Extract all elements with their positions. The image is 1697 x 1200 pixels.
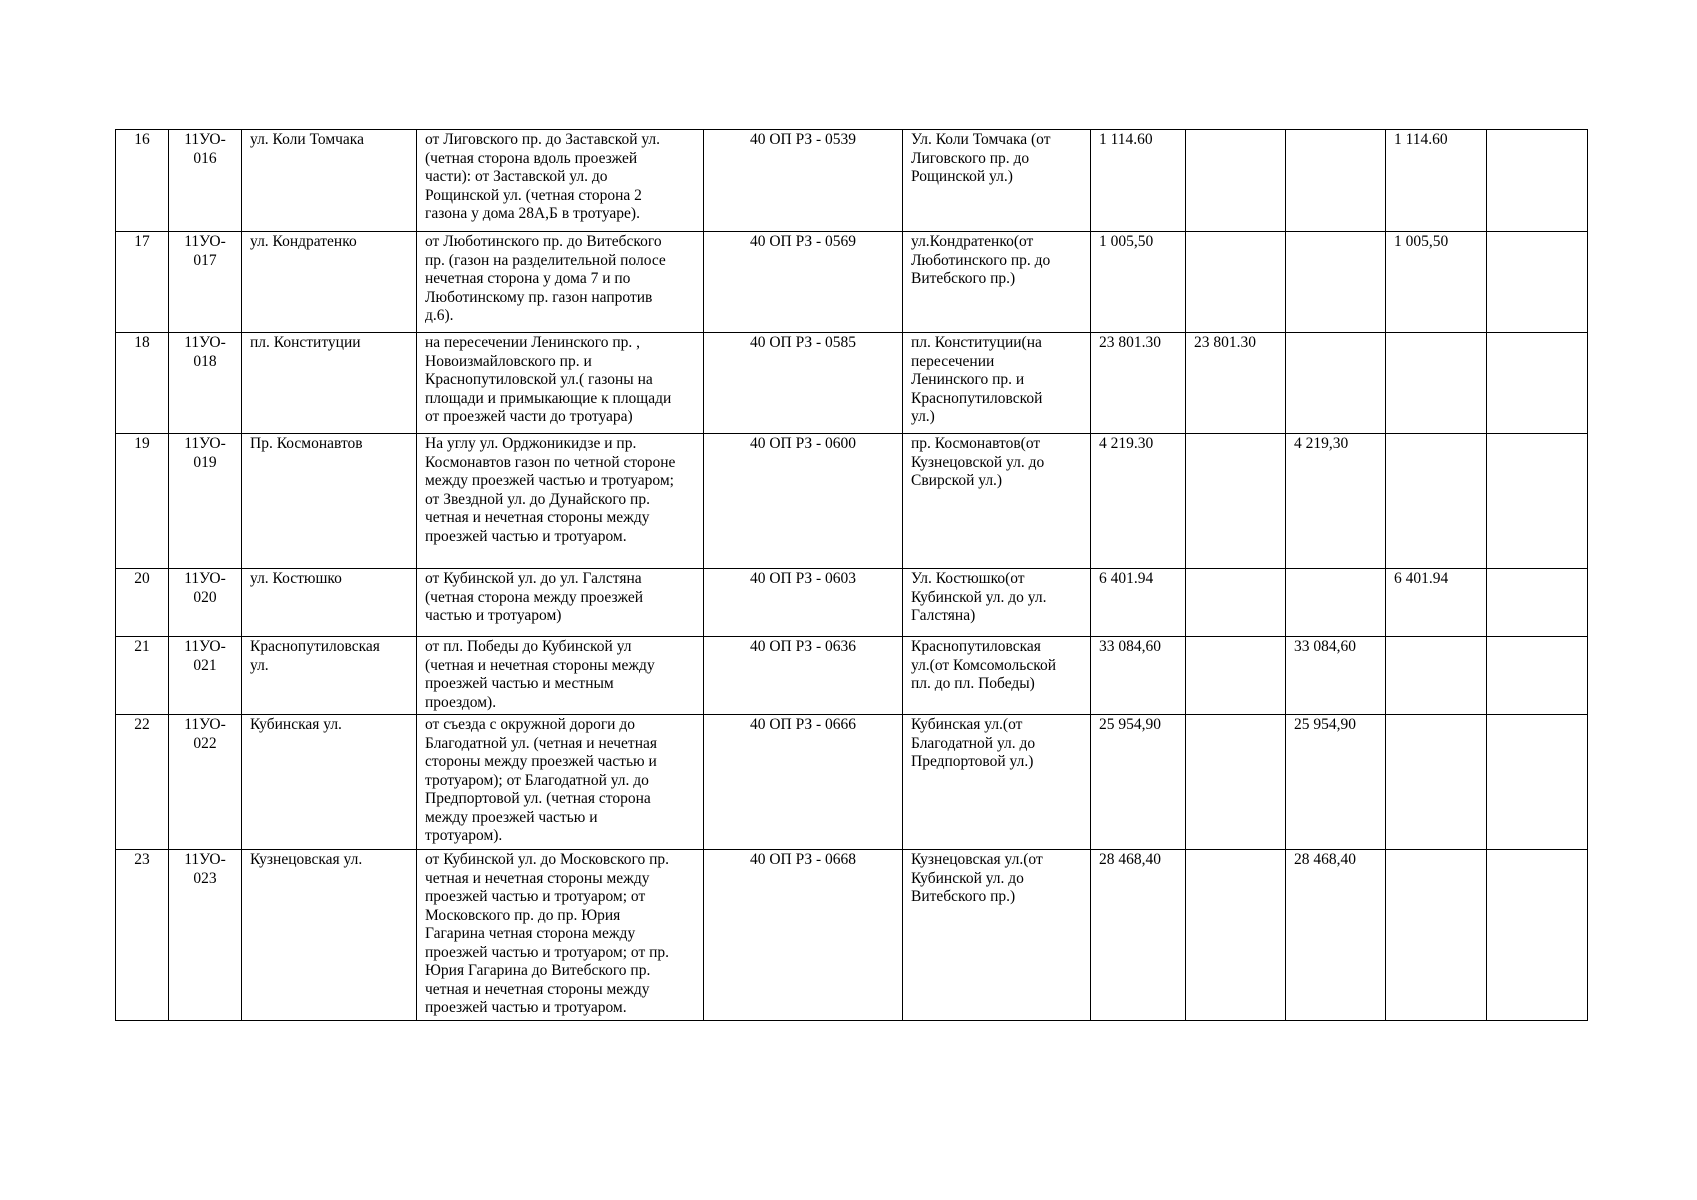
object-code: 11УО- 021 xyxy=(169,637,242,715)
road-registry-id: 40 ОП РЗ - 0668 xyxy=(704,850,903,1021)
road-registry-id: 40 ОП РЗ - 0666 xyxy=(704,715,903,850)
area-column-c xyxy=(1386,715,1487,850)
registry-body xyxy=(116,130,1588,1021)
total-area: 33 084,60 xyxy=(1091,637,1186,715)
road-registry-id: 40 ОП РЗ - 0603 xyxy=(704,569,903,637)
object-code: 11УО- 020 xyxy=(169,569,242,637)
registry-table xyxy=(115,129,1588,1021)
total-area: 6 401.94 xyxy=(1091,569,1186,637)
road-name: ул.Кондратенко(от Люботинского пр. до Витебского пр.) xyxy=(903,232,1091,333)
area-column-b xyxy=(1286,569,1386,637)
area-column-c: 6 401.94 xyxy=(1386,569,1487,637)
object-code: 11УО- 019 xyxy=(169,434,242,569)
area-column-d xyxy=(1487,333,1588,434)
area-column-c: 1 005,50 xyxy=(1386,232,1487,333)
location-description: от Кубинской ул. до Московского пр. четная и нечетная стороны между проезжей частью и тротуаром; от Московского пр. до пр. Юрия Гагарина четная сторона между проезжей частью и тротуаром; от пр. Юрия Гагарина до Витебского пр. четная и нечетная стороны между проезжей частью и тротуаром. xyxy=(417,850,704,1021)
street-name: Кубинская ул. xyxy=(242,715,417,850)
location-description: На углу ул. Орджоникидзе и пр. Космонавтов газон по четной стороне между проезжей частью и тротуаром; от Звездной ул. до Дунайского пр. четная и нечетная стороны между проезжей частью и тротуаром. xyxy=(417,434,704,569)
location-description: от съезда с окружной дороги до Благодатной ул. (четная и нечетная стороны между проезжей частью и тротуаром); от Благодатной ул. до Предпортовой ул. (четная сторона между проезжей частью и тротуаром). xyxy=(417,715,704,850)
location-description: от пл. Победы до Кубинской ул (четная и нечетная стороны между проезжей частью и местным проездом). xyxy=(417,637,704,715)
road-registry-id: 40 ОП РЗ - 0539 xyxy=(704,130,903,232)
row-number: 17 xyxy=(116,232,169,333)
row-number: 19 xyxy=(116,434,169,569)
area-column-d xyxy=(1487,130,1588,232)
object-code: 11УО- 016 xyxy=(169,130,242,232)
area-column-c xyxy=(1386,637,1487,715)
street-name: Кузнецовская ул. xyxy=(242,850,417,1021)
total-area: 1 005,50 xyxy=(1091,232,1186,333)
table-row xyxy=(116,569,1588,637)
road-name: Кубинская ул.(от Благодатной ул. до Предпортовой ул.) xyxy=(903,715,1091,850)
object-code: 11УО- 022 xyxy=(169,715,242,850)
area-column-d xyxy=(1487,569,1588,637)
object-code: 11УО- 023 xyxy=(169,850,242,1021)
area-column-c xyxy=(1386,434,1487,569)
area-column-b: 4 219,30 xyxy=(1286,434,1386,569)
location-description: от Кубинской ул. до ул. Галстяна (четная сторона между проезжей частью и тротуаром) xyxy=(417,569,704,637)
road-name: Краснопутиловская ул.(от Комсомольской пл. до пл. Победы) xyxy=(903,637,1091,715)
area-column-a xyxy=(1186,850,1286,1021)
table-row xyxy=(116,637,1588,715)
table-row xyxy=(116,850,1588,1021)
area-column-d xyxy=(1487,850,1588,1021)
street-name: пл. Конституции xyxy=(242,333,417,434)
road-name: пр. Космонавтов(от Кузнецовской ул. до Свирской ул.) xyxy=(903,434,1091,569)
road-registry-id: 40 ОП РЗ - 0636 xyxy=(704,637,903,715)
total-area: 28 468,40 xyxy=(1091,850,1186,1021)
location-description: от Лиговского пр. до Заставской ул. (четная сторона вдоль проезжей части): от Заставской ул. до Рощинской ул. (четная сторона 2 газона у дома 28А,Б в тротуаре). xyxy=(417,130,704,232)
area-column-b xyxy=(1286,130,1386,232)
area-column-c xyxy=(1386,850,1487,1021)
area-column-b xyxy=(1286,333,1386,434)
area-column-a: 23 801.30 xyxy=(1186,333,1286,434)
table-row xyxy=(116,232,1588,333)
total-area: 25 954,90 xyxy=(1091,715,1186,850)
area-column-a xyxy=(1186,434,1286,569)
object-code: 11УО- 017 xyxy=(169,232,242,333)
road-registry-id: 40 ОП РЗ - 0600 xyxy=(704,434,903,569)
area-column-d xyxy=(1487,232,1588,333)
area-column-b: 25 954,90 xyxy=(1286,715,1386,850)
road-name: пл. Конституции(на пересечении Ленинского пр. и Краснопутиловской ул.) xyxy=(903,333,1091,434)
road-name: Ул. Коли Томчака (от Лиговского пр. до Рощинской ул.) xyxy=(903,130,1091,232)
area-column-a xyxy=(1186,569,1286,637)
row-number: 16 xyxy=(116,130,169,232)
area-column-b: 33 084,60 xyxy=(1286,637,1386,715)
road-registry-id: 40 ОП РЗ - 0585 xyxy=(704,333,903,434)
location-description: от Люботинского пр. до Витебского пр. (газон на разделительной полосе нечетная сторона у дома 7 и по Люботинскому пр. газон напротив д.6). xyxy=(417,232,704,333)
road-name: Кузнецовская ул.(от Кубинской ул. до Витебского пр.) xyxy=(903,850,1091,1021)
area-column-d xyxy=(1487,434,1588,569)
row-number: 18 xyxy=(116,333,169,434)
total-area: 1 114.60 xyxy=(1091,130,1186,232)
row-number: 21 xyxy=(116,637,169,715)
street-name: ул. Костюшко xyxy=(242,569,417,637)
area-column-d xyxy=(1487,637,1588,715)
area-column-c xyxy=(1386,333,1487,434)
area-column-b: 28 468,40 xyxy=(1286,850,1386,1021)
location-description: на пересечении Ленинского пр. , Новоизмайловского пр. и Краснопутиловской ул.( газоны на площади и примыкающие к площади от проезжей части до тротуара) xyxy=(417,333,704,434)
area-column-d xyxy=(1487,715,1588,850)
street-name: ул. Коли Томчака xyxy=(242,130,417,232)
table-row xyxy=(116,333,1588,434)
street-name: Краснопутиловская ул. xyxy=(242,637,417,715)
area-column-c: 1 114.60 xyxy=(1386,130,1487,232)
table-row xyxy=(116,130,1588,232)
table-row xyxy=(116,715,1588,850)
row-number: 20 xyxy=(116,569,169,637)
area-column-a xyxy=(1186,637,1286,715)
area-column-a xyxy=(1186,715,1286,850)
total-area: 23 801.30 xyxy=(1091,333,1186,434)
row-number: 23 xyxy=(116,850,169,1021)
area-column-a xyxy=(1186,130,1286,232)
road-registry-id: 40 ОП РЗ - 0569 xyxy=(704,232,903,333)
street-name: ул. Кондратенко xyxy=(242,232,417,333)
total-area: 4 219.30 xyxy=(1091,434,1186,569)
row-number: 22 xyxy=(116,715,169,850)
table-row xyxy=(116,434,1588,569)
road-name: Ул. Костюшко(от Кубинской ул. до ул. Галстяна) xyxy=(903,569,1091,637)
area-column-b xyxy=(1286,232,1386,333)
street-name: Пр. Космонавтов xyxy=(242,434,417,569)
object-code: 11УО- 018 xyxy=(169,333,242,434)
area-column-a xyxy=(1186,232,1286,333)
